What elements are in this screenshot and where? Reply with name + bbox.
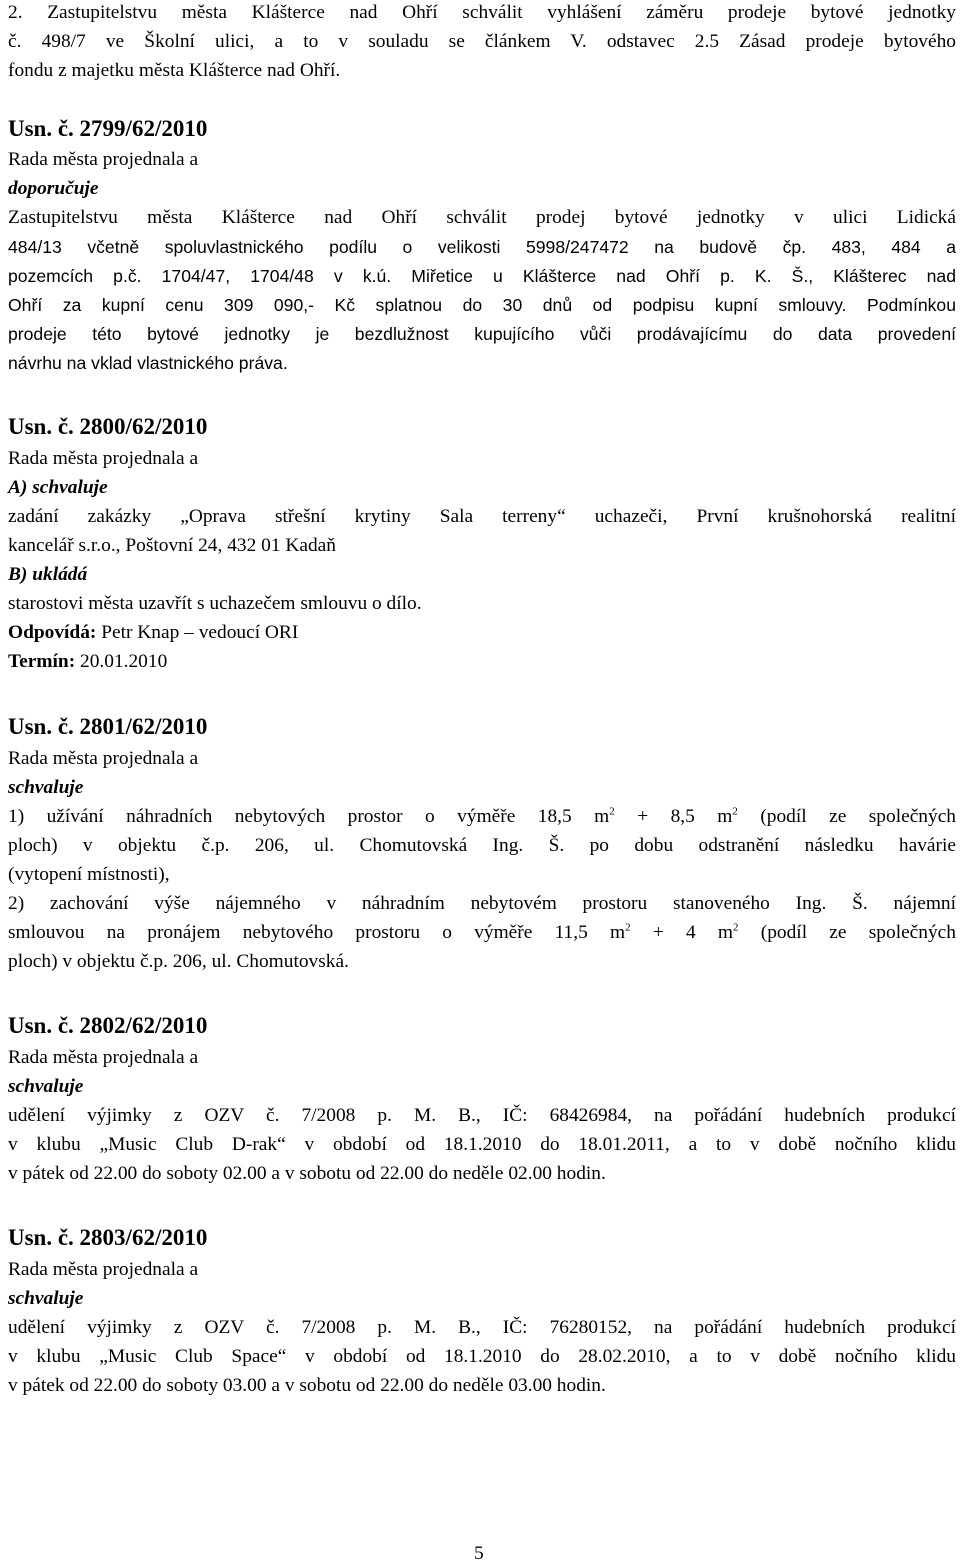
intro-line: 2. Zastupitelstvu města Klášterce nad Ohří schválit vyhlášení záměru prodeje bytové jednotky (8, 2, 956, 23)
resolution-title: Usn. č. 2800/62/2010 (8, 414, 208, 439)
text-segment: + 4 m (630, 922, 734, 943)
resolution-text-line: udělení výjimky z OZV č. 7/2008 p. M. B., IČ: 76280152, na pořádání hudebních produkcí (8, 1317, 956, 1338)
responsible-person (8, 622, 298, 644)
page-number: 5 (474, 1543, 484, 1564)
resolution-text-line: návrhu na vklad vlastnického práva. (8, 353, 288, 373)
resolution-verb: schvaluje (8, 777, 84, 798)
council-statement: Rada města projednala a (8, 1259, 199, 1280)
council-statement: Rada města projednala a (8, 748, 199, 769)
deadline (8, 651, 167, 673)
resolution-text-line: udělení výjimky z OZV č. 7/2008 p. M. B., IČ: 68426984, na pořádání hudebních produkcí (8, 1105, 956, 1126)
deadline-value: 20.01.2010 (75, 651, 168, 672)
resolution-title: Usn. č. 2803/62/2010 (8, 1225, 208, 1250)
council-statement: Rada města projednala a (8, 448, 199, 469)
resolution-text-line: (vytopení místnosti), (8, 864, 170, 885)
resolution-title: Usn. č. 2801/62/2010 (8, 714, 208, 739)
responsible-label: Odpovídá: (8, 622, 97, 643)
responsible-value: Petr Knap – vedoucí ORI (96, 622, 299, 643)
resolution-title: Usn. č. 2799/62/2010 (8, 116, 208, 141)
resolution-text-line: v klubu „Music Club Space“ v období od 18.1.2010 do 28.02.2010, a to v době nočního klidu (8, 1346, 956, 1367)
text-segment: + 8,5 m (614, 806, 733, 827)
resolution-text-line: zadání zakázky „Oprava střešní krytiny Sala terreny“ uchazeči, První krušnohorská realitní (8, 506, 956, 527)
resolution-text-line: starostovi města uzavřít s uchazečem smlouvu o dílo. (8, 593, 422, 614)
resolution-text-line: 2) zachování výše nájemného v náhradním nebytovém prostoru stanoveného Ing. Š. nájemní (8, 893, 956, 914)
resolution-text-line: prodeje této bytové jednotky je bezdlužnost kupujícího vůči prodávajícímu do data provedení (8, 324, 956, 344)
superscript: 2 (733, 921, 739, 934)
deadline-label: Termín: (8, 651, 76, 672)
resolution-text-line (8, 806, 956, 828)
text-segment: (podíl ze společných (737, 806, 956, 827)
council-statement: Rada města projednala a (8, 149, 199, 170)
resolution-verb: doporučuje (8, 178, 99, 199)
resolution-verb: schvaluje (8, 1288, 84, 1309)
text-segment: 1) užívání náhradních nebytových prostor o výměře 18,5 m (8, 806, 610, 827)
resolution-verb: schvaluje (8, 1076, 84, 1097)
resolution-verb: B) ukládá (8, 564, 88, 585)
superscript: 2 (625, 921, 631, 934)
resolution-text-line: v pátek od 22.00 do soboty 03.00 a v sobotu od 22.00 do neděle 03.00 hodin. (8, 1375, 606, 1396)
resolution-text-line: kancelář s.r.o., Poštovní 24, 432 01 Kadaň (8, 535, 336, 556)
resolution-text-line: v klubu „Music Club D-rak“ v období od 18.1.2010 do 18.01.2011, a to v době nočního klidu (8, 1134, 956, 1155)
resolution-text-line: ploch) v objektu č.p. 206, ul. Chomutovská Ing. Š. po dobu odstranění následku havárie (8, 835, 956, 856)
intro-line: fondu z majetku města Klášterce nad Ohří. (8, 60, 341, 81)
superscript: 2 (732, 805, 738, 818)
resolution-text-line: Ohří za kupní cenu 309 090,- Kč splatnou do 30 dnů od podpisu kupní smlouvy. Podmínkou (8, 295, 956, 315)
resolution-text-line: 484/13 včetně spoluvlastnického podílu o velikosti 5998/247472 na budově čp. 483, 484 a (8, 237, 956, 257)
intro-line: č. 498/7 ve Školní ulici, a to v souladu se článkem V. odstavec 2.5 Zásad prodeje bytového (8, 31, 956, 52)
council-statement: Rada města projednala a (8, 1047, 199, 1068)
resolution-text-line: v pátek od 22.00 do soboty 02.00 a v sobotu od 22.00 do neděle 02.00 hodin. (8, 1163, 606, 1184)
text-segment: (podíl ze společných (738, 922, 956, 943)
superscript: 2 (609, 805, 615, 818)
resolution-text-line: Zastupitelstvu města Klášterce nad Ohří schválit prodej bytové jednotky v ulici Lidická (8, 207, 956, 228)
resolution-text-line: pozemcích p.č. 1704/47, 1704/48 v k.ú. Miřetice u Klášterce nad Ohří p. K. Š., Klášterec nad (8, 266, 956, 286)
resolution-text-line (8, 922, 956, 944)
resolution-text-line: ploch) v objektu č.p. 206, ul. Chomutovská. (8, 951, 349, 972)
resolution-title: Usn. č. 2802/62/2010 (8, 1013, 208, 1038)
resolution-verb: A) schvaluje (8, 477, 108, 498)
text-segment: smlouvou na pronájem nebytového prostoru o výměře 11,5 m (8, 922, 626, 943)
